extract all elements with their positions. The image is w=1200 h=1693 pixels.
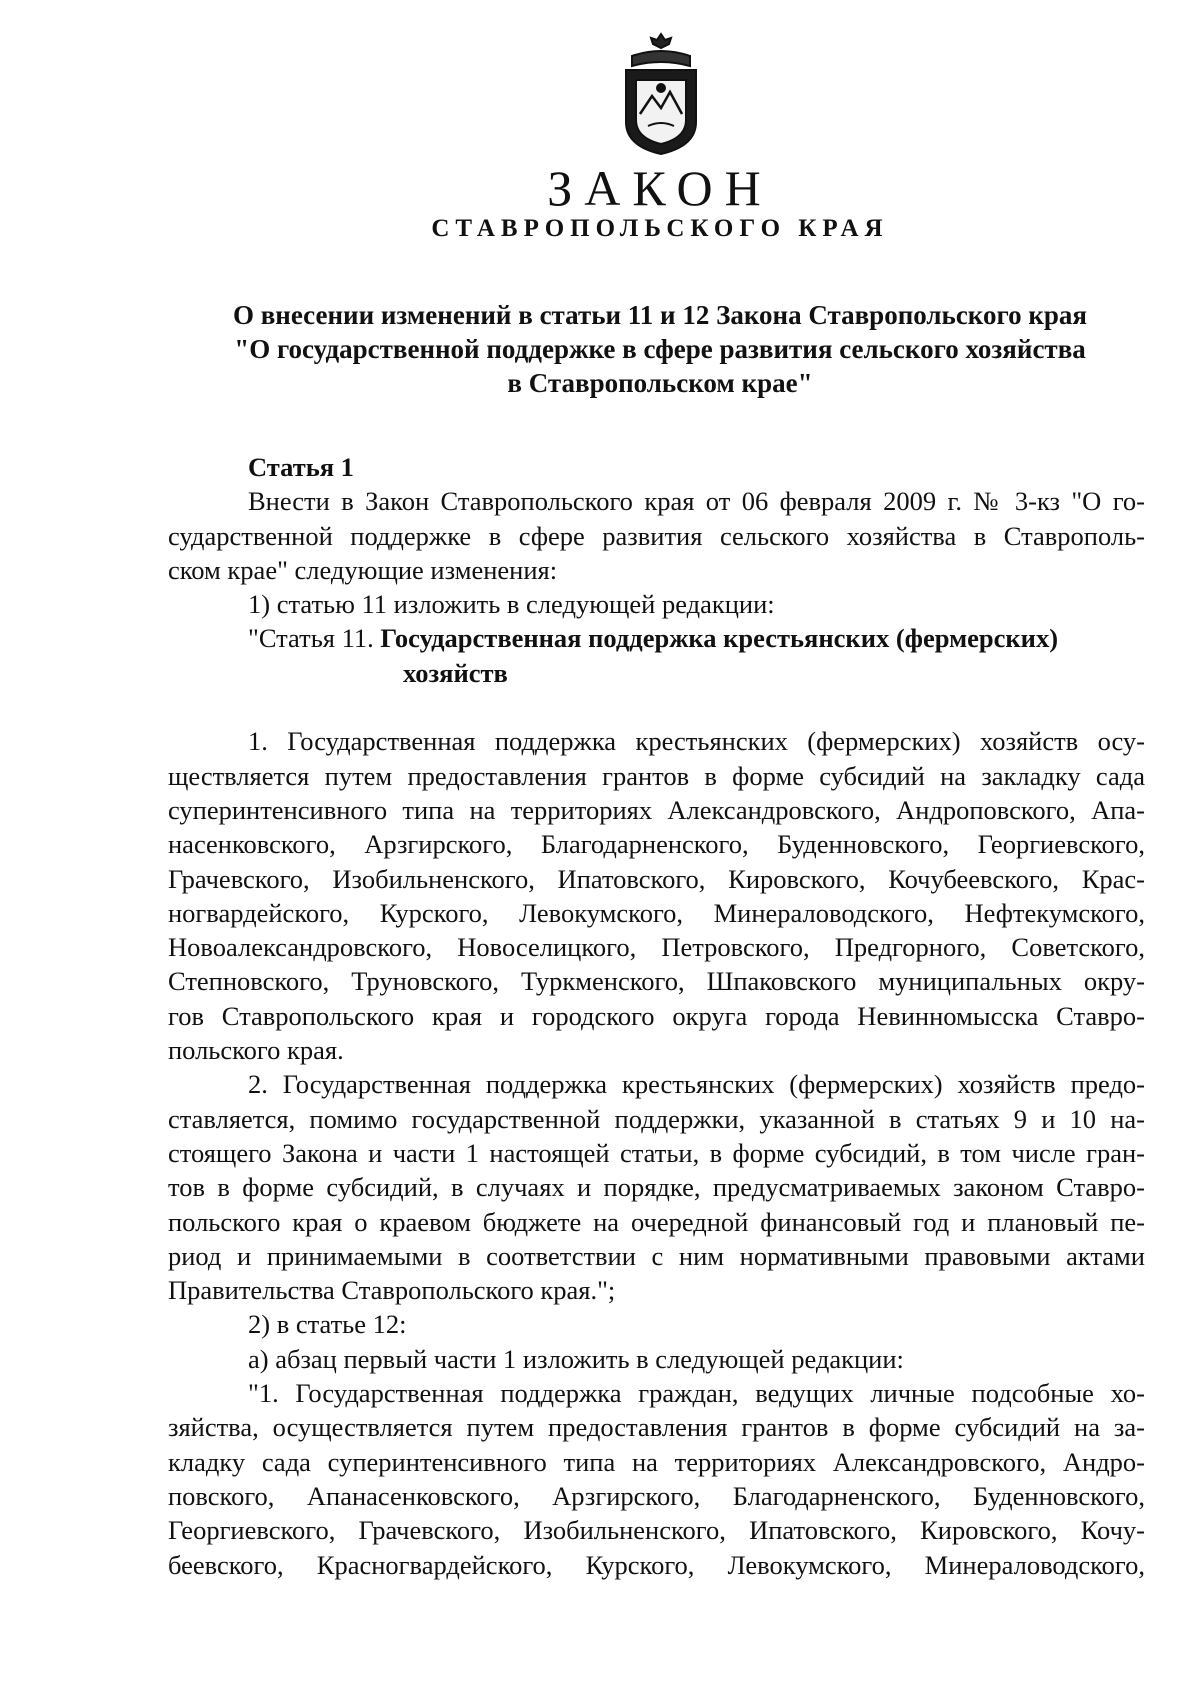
text-line: Новоалександровского, Новоселицкого, Петровского, Предгорного, Советского,: [168, 932, 1145, 963]
list-item: 1) статью 11 изложить в следующей редакции:: [248, 589, 775, 620]
text-line: Степновского, Труновского, Туркменского, Шпаковского муниципальных окру-: [168, 966, 1145, 997]
text-line: "1. Государственная поддержка граждан, ведущих личные подсобные хо-: [248, 1378, 1145, 1409]
text-line: ногвардейского, Курского, Левокумского, Минераловодского, Нефтекумского,: [168, 897, 1145, 928]
document-body: [168, 450, 1145, 1582]
text-line: польского края.: [168, 1035, 344, 1066]
article-11-title-line: [168, 621, 1145, 655]
text-line: Внести в Закон Ставропольского края от 06 февраля 2009 г. № 3-кз "О го-: [248, 486, 1145, 517]
law-name-heading: [150, 298, 1170, 400]
document-title: ЗАКОН: [547, 160, 773, 216]
text-line: гов Ставропольского края и городского округа города Невинномысска Ставро-: [168, 1000, 1145, 1031]
list-item: 2) в статье 12:: [248, 1309, 407, 1340]
text-line: ставляется, помимо государственной поддержки, указанной в статьях 9 и 10 на-: [168, 1103, 1145, 1134]
article-11-title: Государственная поддержка крестьянских (фермерских): [380, 623, 1059, 654]
text-line: ском крае" следующие изменения:: [168, 554, 558, 585]
article-11-title-cont: хозяйств: [403, 657, 508, 688]
article-heading: Статья 1: [248, 452, 354, 482]
text-line: польского края о краевом бюджете на очередной финансовый год и плановый пе-: [168, 1206, 1145, 1237]
text-line: 1. Государственная поддержка крестьянских (фермерских) хозяйств осу-: [248, 726, 1145, 757]
article-11-prefix: "Статья 11.: [248, 623, 381, 654]
law-name-line: в Ставропольском крае": [507, 368, 813, 398]
text-line: риод и принимаемыми в соответствии с ним нормативными правовыми актами: [168, 1240, 1145, 1271]
list-item: а) абзац первый части 1 изложить в следующей редакции:: [248, 1343, 904, 1374]
document-subtitle: СТАВРОПОЛЬСКОГО КРАЯ: [431, 215, 889, 242]
text-line: зяйства, осуществляется путем предоставления грантов в форме субсидий на за-: [168, 1412, 1145, 1443]
text-line: Георгиевского, Грачевского, Изобильненского, Ипатовского, Кировского, Кочу-: [168, 1515, 1145, 1546]
text-line: насенковского, Арзгирского, Благодарненского, Буденновского, Георгиевского,: [168, 829, 1145, 860]
spacer: [168, 690, 1145, 724]
text-line: стоящего Закона и части 1 настоящей статьи, в форме субсидий, в том числе гран-: [168, 1137, 1145, 1168]
text-line: повского, Апанасенковского, Арзгирского, Благодарненского, Буденновского,: [168, 1480, 1145, 1511]
text-line: Грачевского, Изобильненского, Ипатовского, Кировского, Кочубеевского, Крас-: [168, 863, 1145, 894]
text-line: беевского, Красногвардейского, Курского, Левокумского, Минераловодского,: [168, 1549, 1145, 1580]
text-line: Правительства Ставропольского края.";: [168, 1275, 616, 1306]
text-line: сударственной поддержке в сфере развития сельского хозяйства в Ставрополь-: [168, 520, 1145, 551]
text-line: ществляется путем предоставления грантов в форме субсидий на закладку сада: [168, 760, 1145, 791]
coat-of-arms-emblem: [618, 30, 704, 158]
text-line: кладку сада суперинтенсивного типа на территориях Александровского, Андро-: [168, 1446, 1145, 1477]
law-name-line: "О государственной поддержке в сфере развития сельского хозяйства: [234, 334, 1086, 364]
text-line: 2. Государственная поддержка крестьянских (фермерских) хозяйств предо-: [248, 1069, 1145, 1100]
law-name-line: О внесении изменений в статьи 11 и 12 Закона Ставропольского края: [232, 300, 1088, 330]
text-line: тов в форме субсидий, в случаях и порядке, предусматриваемых законом Ставро-: [168, 1172, 1145, 1203]
text-line: суперинтенсивного типа на территориях Александровского, Андроповского, Апа-: [168, 794, 1145, 825]
